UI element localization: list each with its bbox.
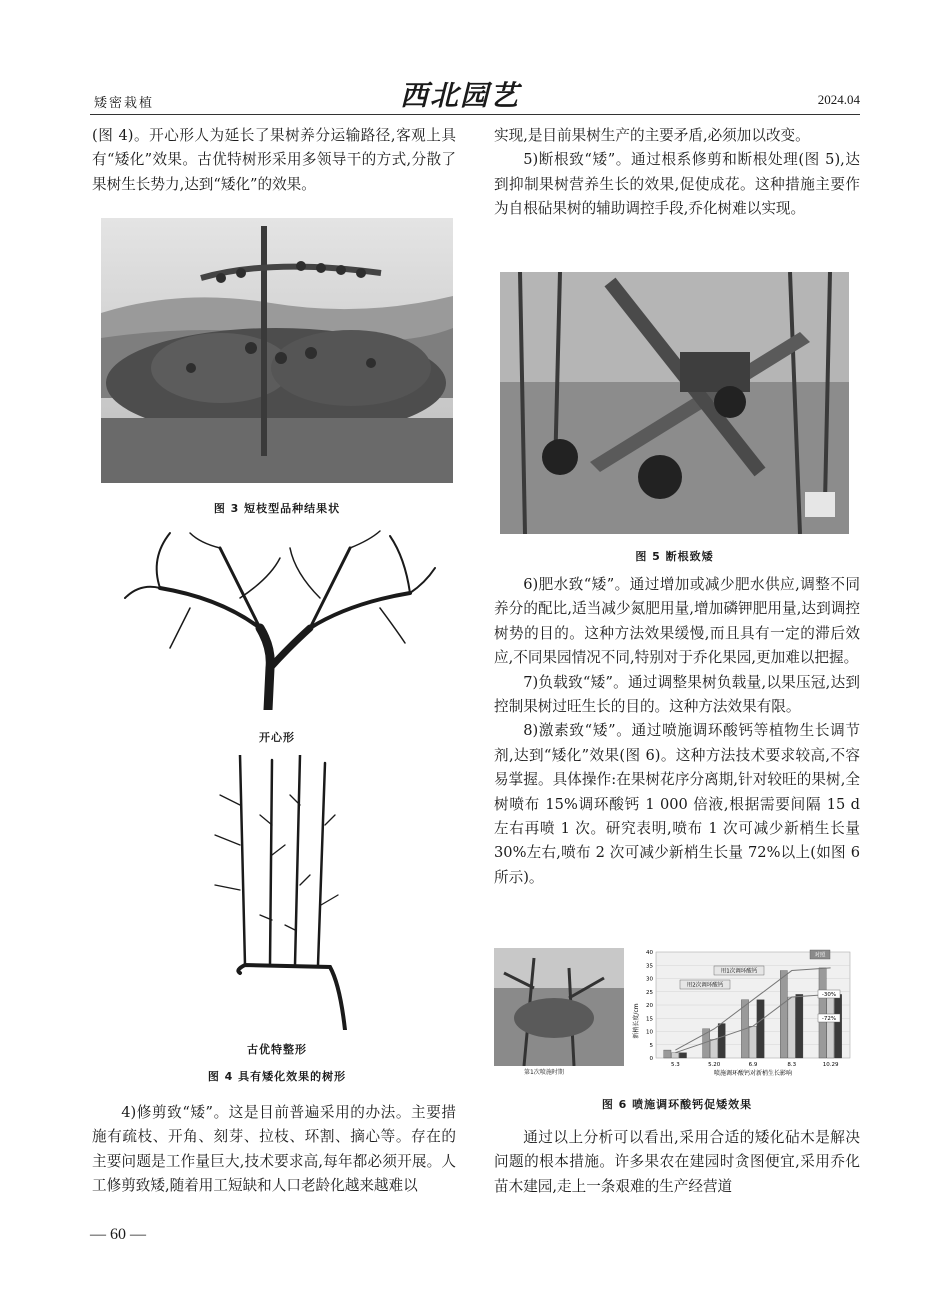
fig6-photo-label: 第1次喷施时期: [524, 1069, 564, 1076]
chart-bar: [749, 1026, 756, 1058]
chart-xtick-label: 5.20: [708, 1062, 721, 1068]
left-para-1: (图 4)。开心形人为延长了果树养分运输路径,客观上具有“矮化”效果。古优特树形采用多领导干的方式,分散了果树生长势力,达到“矮化”的效果。: [92, 127, 456, 193]
chart-svg: [628, 946, 858, 1078]
chart-bar: [819, 968, 826, 1058]
chart-ytick-label: 20: [646, 1003, 653, 1009]
chart-bar: [788, 997, 795, 1058]
journal-title: 西北园艺: [400, 79, 521, 112]
fig3-caption: 图 3 短枝型品种结果状: [213, 502, 341, 515]
fig4-caption: 图 4 具有矮化效果的树形: [207, 1070, 347, 1083]
fig6-chart: [628, 946, 858, 1078]
chart-bar: [827, 994, 834, 1058]
chart-bar: [834, 994, 841, 1058]
chart-xtick-label: 6.9: [748, 1062, 758, 1068]
chart-xtick-label: 5.3: [671, 1062, 680, 1068]
page-number: — 60 —: [90, 1226, 146, 1243]
open-center-tree-drawing: [120, 528, 436, 710]
chart-annotation: -72%: [821, 1016, 837, 1022]
chart-bar: [780, 971, 787, 1058]
chart-ytick-label: 15: [646, 1016, 653, 1023]
chart-bar: [664, 1050, 671, 1058]
fig3-photo: [101, 218, 453, 483]
chart-annotation: -30%: [821, 992, 837, 998]
header-rule: [90, 114, 860, 115]
chart-ytick-label: 0: [649, 1056, 653, 1062]
fig5-caption: 图 5 断根致矮: [635, 550, 714, 563]
chart-xtick-label: 8.3: [787, 1062, 797, 1068]
issue-number: 2024.04: [817, 92, 860, 107]
left-para-2: 4)修剪致“矮”。这是目前普遍采用的办法。主要措施有疏枝、开角、刻芽、拉枝、环割、摘心等。存在的主要问题是工作量巨大,技术要求高,每年都必须开展。人工修剪致矮,随着用工短缺和人口老龄化越来越难以: [92, 1104, 456, 1195]
right-para-1: 实现,是目前果树生产的主要矛盾,必须加以改变。 5)断根致“矮”。通过根系修剪和断根处理(图 5),达到抑制果树营养生长的效果,促使成花。这种措施主要作为自根砧果树的辅助调控手段,乔化树难以实现。: [494, 127, 860, 218]
guyoute-tree-drawing: [200, 755, 350, 1030]
chart-legend-label: 用2次调环酸钙: [686, 982, 724, 989]
chart-ylabel: 新梢长度/cm: [633, 1003, 640, 1039]
right-para-6: 通过以上分析可以看出,采用合适的矮化砧木是解决问题的根本措施。许多果农在建园时贪图便宜,采用乔化苗木建园,走上一条艰难的生产经营道: [494, 1129, 860, 1195]
chart-xlabel: 喷施调环酸钙对新梢生长影响: [713, 1070, 793, 1077]
fig6-caption: 图 6 喷施调环酸钙促矮效果: [601, 1098, 753, 1111]
chart-ytick-label: 5: [649, 1042, 653, 1049]
chart-bar: [796, 994, 803, 1058]
chart-xtick-label: 10.29: [822, 1062, 839, 1068]
chart-ytick-label: 35: [646, 963, 653, 970]
open-center-label: 开心形: [259, 731, 295, 744]
chart-ytick-label: 30: [646, 976, 653, 983]
chart-ytick-label: 25: [646, 989, 653, 996]
fig5-photo: [500, 272, 849, 534]
chart-bar: [672, 1053, 679, 1058]
chart-bar: [710, 1039, 717, 1058]
fig6-photo: [494, 948, 624, 1076]
chart-legend-label: 用1次调环酸钙: [720, 968, 758, 975]
chart-bar: [718, 1024, 725, 1058]
chart-legend-label: 对照: [814, 952, 826, 959]
section-label: 矮密栽植: [94, 96, 155, 111]
chart-ytick-label: 10: [646, 1029, 653, 1036]
chart-bar: [757, 1000, 764, 1058]
guyoute-label: 古优特整形: [247, 1043, 307, 1056]
chart-bar: [679, 1053, 686, 1058]
right-para-3: 6)肥水致“矮”。通过增加或减少肥水供应,调整不同养分的配比,适当减少氮肥用量,增加磷钾肥用量,达到调控树势的目的。这种方法效果缓慢,而且具有一定的滞后效应,不同果园情况不同,特别对于乔化果园,更加难以把握。 7)负载致“矮”。通过调整果树负载量,以果压冠,达到控制果树过旺生长的目的。这种方法效果有限。 8)激素致“矮”。通过喷施调环酸钙等植物生长调节剂,达到“矮化”效果(图 6)。这种方法技术要求较高,不容易掌握。具体操作:在果树花序分离期,针对较旺的果树,全树喷布 15%调环酸钙 1 000 倍液,根据需要间隔 15 d 左右再喷 1 次。研究表明,喷布 1 次可减少新梢生长量 30%左右,喷布 2 次可减少新梢生长量 72%以上(如图 6 所示)。: [494, 576, 860, 886]
chart-ytick-label: 40: [646, 950, 653, 956]
